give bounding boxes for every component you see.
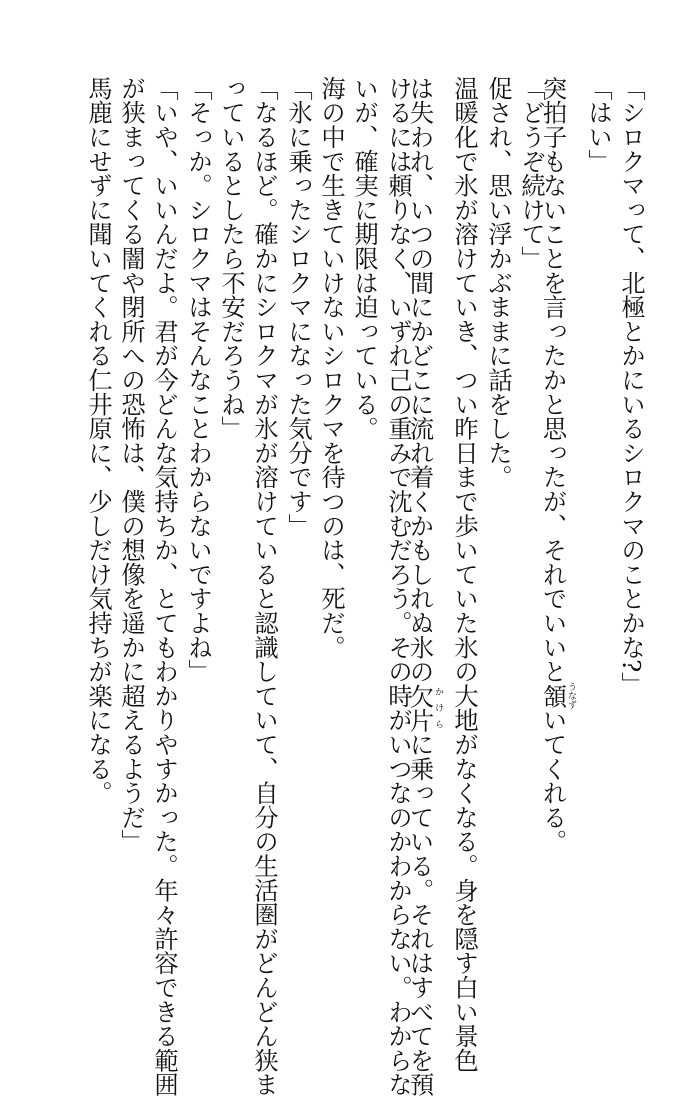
text-line: は失われ、いつの間にかどこに流れ着くかもしれぬ氷の欠片かけらに乗っている。それはすべてを預: [405, 76, 443, 1097]
text-line: 「シロクマって、北極とかにいるシロクマのことかな?」: [617, 76, 646, 697]
text-line: 「はい」: [584, 76, 613, 174]
text-line: 「どうぞ続けて」: [517, 76, 546, 271]
text-line: 「氷に乗ったシロクマになった気分です」: [284, 76, 313, 538]
text-line: 温暖化で氷が溶けていき、つい昨日まで歩いていた氷の大地がなくなる。身を隠す白い景色: [450, 76, 479, 1073]
text-line: けるには頼りなく、いずれ己の重みで沈むだろう。その時がいつなのかわからない。わからな: [384, 76, 413, 1097]
text-line: 促され、思い浮かぶままに話をした。: [484, 76, 513, 490]
text-line: 海の中で生きていけないシロクマを待つのは、死だ。: [317, 76, 346, 660]
text-line: 「いや、いいんだよ。君が今どんな気持ちか、とてもわかりやすかった。年々許容できる範囲: [150, 76, 179, 1097]
text-line: いが、確実に期限は迫っている。: [350, 76, 379, 441]
text-line: が狭まってくる闇や閉所への恐怖は、僕の想像を遥かに超えるようだ」: [117, 76, 146, 854]
text-line: 「なるほど。確かにシロクマが氷が溶けていると認識していて、自分の生活圏がどんどん狭ま: [250, 76, 279, 1097]
text-line: 「そっか。シロクマはそんなことわからないですよね」: [184, 76, 213, 684]
text-line: 馬鹿にせずに聞いてくれる仁井原に、少しだけ気持ちが楽になる。: [84, 76, 113, 805]
text-line: 突拍子もないことを言ったかと思ったが、それでいいと頷うなずいてくれる。: [538, 76, 576, 854]
text-line: っているとしたら不安だろうね」: [217, 76, 246, 441]
